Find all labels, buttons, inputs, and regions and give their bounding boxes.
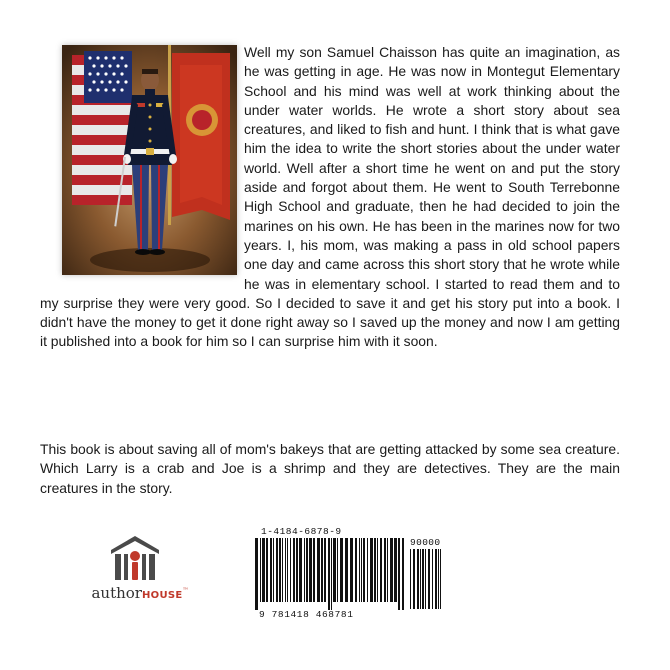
price-barcode-bar <box>438 549 439 609</box>
price-barcode-bar <box>420 549 421 609</box>
barcode-bar <box>313 538 315 602</box>
barcode-bar <box>324 538 326 602</box>
barcode-bar <box>262 538 265 602</box>
barcode-bar <box>273 538 274 602</box>
price-barcode-bar <box>422 549 424 609</box>
barcode-bar <box>331 538 332 610</box>
ean-barcode-bars <box>255 538 405 610</box>
barcode-bar <box>345 538 348 602</box>
barcode-bar <box>359 538 360 602</box>
barcode-bar <box>255 538 258 610</box>
barcode-bar <box>309 538 312 602</box>
barcode-bar <box>276 538 278 602</box>
barcode-bar <box>367 538 368 602</box>
barcode-bar <box>355 538 357 602</box>
price-barcode-bar <box>440 549 441 609</box>
publisher-logo <box>80 532 200 612</box>
price-code-text: 90000 <box>410 537 441 548</box>
barcode-bar <box>282 538 283 602</box>
barcode-bar <box>380 538 382 602</box>
barcode-bar <box>361 538 362 602</box>
barcode-bar <box>296 538 298 602</box>
price-barcode-bar <box>428 549 430 609</box>
barcode-bar <box>290 538 291 602</box>
price-barcode-bar <box>410 549 411 609</box>
price-barcode <box>410 537 444 623</box>
barcode-bar <box>387 538 388 602</box>
barcode-bar <box>270 538 272 602</box>
publisher-name-author: author <box>91 584 142 602</box>
barcode-bar <box>293 538 295 602</box>
author-bio-paragraph: Well my son Samuel Chaisson has quite an imagination, as he was getting in age. He was now in Montegut Elementary School and his mind was well at work thinking about the under water worlds. He wrote a short story about sea creatures, and liked to fish and hunt. I think that is what gave him the idea to write the short stories about the under water world. Well after a short time he went on and put the story aside and forgot about them. He went to South Terrebonne High School and graduate, then he had decided to join the marines on his own. He has been in the marines now for two years. I, his mom, was making a pass in old school papers one day and came across this short story that he wrote while he was in elementary school. I started to read them and to my surprise they were very good. So I decided to save it and get his story put into a book. I didn't have the money to get it done right away so I saved up the money and now I am getting it published into a book for him so I can surprise him with it soon. <box>40 44 620 350</box>
isbn-13-text: 9 781418 468781 <box>259 609 354 620</box>
barcode-bar <box>328 538 330 610</box>
barcode-bar <box>402 538 404 610</box>
publisher-name <box>80 584 200 602</box>
barcode-bar <box>394 538 397 602</box>
price-barcode-bar <box>435 549 437 609</box>
barcode-bar <box>317 538 320 602</box>
price-barcode-bar <box>413 549 415 609</box>
book-summary-paragraph: This book is about saving all of mom's bakeys that are getting attacked by some sea creature. Which Larry is a crab and Joe is a shrimp and they are detectives. They are the main creatures in the story. <box>40 441 620 496</box>
barcode-bar <box>363 538 365 602</box>
price-barcode-bar <box>425 549 426 609</box>
barcode-bar <box>333 538 336 602</box>
price-barcode-bar <box>417 549 419 609</box>
barcode-bar <box>340 538 343 602</box>
barcode-bar <box>321 538 323 602</box>
barcode-bar <box>384 538 386 602</box>
publisher-trademark: ™ <box>182 587 189 594</box>
barcode-bar <box>287 538 288 602</box>
barcode-bar <box>279 538 281 602</box>
isbn-barcode <box>255 526 405 622</box>
barcode-bar <box>306 538 308 602</box>
price-barcode-bars <box>410 549 444 609</box>
barcode-bar <box>350 538 353 602</box>
price-barcode-bar <box>432 549 433 609</box>
publisher-name-house: HOUSE <box>141 590 183 601</box>
isbn-10-text: 1-4184-6878-9 <box>261 526 342 537</box>
barcode-bar <box>260 538 261 602</box>
authorhouse-house-icon <box>107 532 163 582</box>
barcode-bar <box>285 538 286 602</box>
barcode-bar <box>299 538 302 602</box>
barcode-bar <box>370 538 373 602</box>
barcode-bar <box>390 538 393 602</box>
barcode-bar <box>266 538 268 602</box>
barcode-bar <box>377 538 378 602</box>
barcode-bar <box>337 538 338 602</box>
barcode-bar <box>398 538 400 610</box>
barcode-bar <box>374 538 376 602</box>
barcode-bar <box>304 538 305 602</box>
